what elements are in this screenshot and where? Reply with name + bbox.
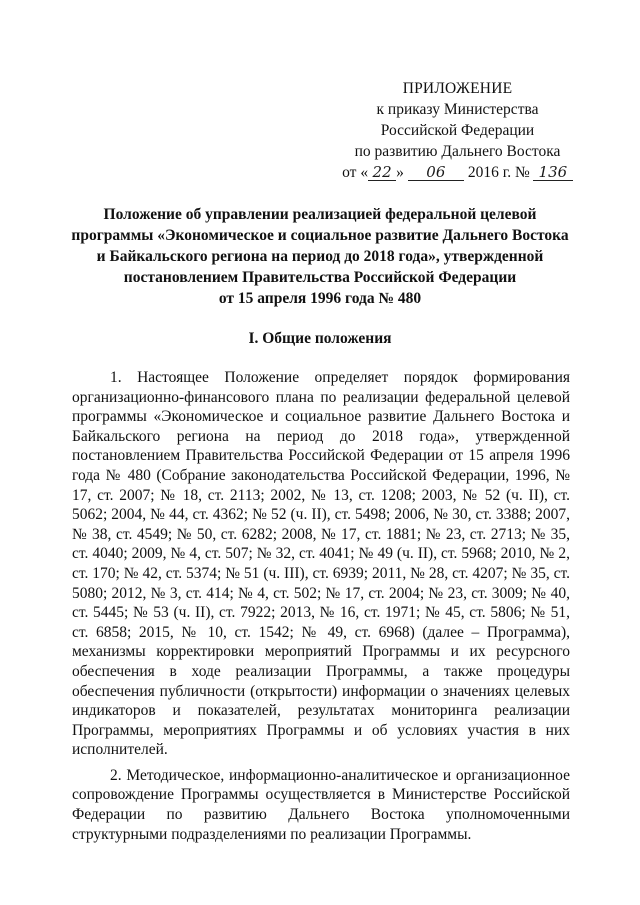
- appendix-header: [330, 78, 585, 183]
- handwritten-month: 06: [408, 165, 464, 181]
- document-title: [70, 204, 570, 309]
- date-year: 2016 г. №: [467, 164, 530, 181]
- title-line-5: от 15 апреля 1996 года № 480: [218, 290, 422, 307]
- order-date-line: [330, 162, 585, 183]
- appendix-title: ПРИЛОЖЕНИЕ: [402, 80, 513, 97]
- section-heading: I. Общие положения: [248, 330, 392, 347]
- handwritten-day: 22: [368, 165, 396, 181]
- date-quote-close: »: [396, 164, 404, 181]
- title-line-2: программы «Экономическое и социальное развитие Дальнего Востока: [71, 227, 569, 244]
- paragraph-2: 2. Методическое, информационно-аналитическое и организационное сопровождение Программы осуществляется в Министерстве Российской Федерации по развитию Дальнего Востока уполномоченными структурными подразделениями по реализации Программы.: [72, 766, 570, 843]
- appendix-line-1: к приказу Министерства: [376, 101, 539, 118]
- handwritten-order-number: 136: [533, 165, 573, 181]
- date-prefix: от «: [342, 164, 369, 181]
- title-line-4: постановлением Правительства Российской Федерации: [123, 269, 517, 286]
- title-line-1: Положение об управлении реализацией федеральной целевой: [103, 206, 537, 223]
- paragraph-1: 1. Настоящее Положение определяет порядок формирования организационно-финансового плана по реализации федеральной целевой программы «Экономическое и социальное развитие Дальнего Востока и Байкальского региона на период до 2018 года», утвержденной постановлением Правительства Российской Федерации от 15 апреля 1996 года № 480 (Собрание законодательства Российской Федерации, 1996, № 17, ст. 2007; № 18, ст. 2113; 2002, № 13, ст. 1208; 2003, № 52 (ч. II), ст. 5062; 2004, № 44, ст. 4362; № 52 (ч. II), ст. 5498; 2006, № 30, ст. 3388; 2007, № 38, ст. 4549; № 50, ст. 6282; 2008, № 17, ст. 1881; № 23, ст. 2713; № 35, ст. 4040; 2009, № 4, ст. 507; № 32, ст. 4041; № 49 (ч. II), ст. 5968; 2010, № 2, ст. 170; № 42, ст. 5374; № 51 (ч. III), ст. 6939; 2011, № 28, ст. 4207; № 35, ст. 5080; 2012, № 3, ст. 414; № 4, ст. 502; № 17, ст. 2004; № 23, ст. 3009; № 40, ст. 5445; № 53 (ч. II), ст. 7922; 2013, № 16, ст. 1971; № 45, ст. 5806; № 51, ст. 6858; 2015, № 10, ст. 1542; № 49, ст. 6968) (далее – Программа), механизмы корректировки мероприятий Программы и их ресурсного обеспечения в ходе реализации Программы, а также процедуры обеспечения публичности (открытости) информации о значениях целевых индикаторов и показателей, результатах мониторинга реализации Программы, мероприятиях Программы и об условиях участия в них исполнителей.: [72, 369, 570, 759]
- title-line-3: и Байкальского региона на период до 2018 года», утвержденной: [96, 248, 544, 265]
- appendix-line-3: по развитию Дальнего Востока: [354, 143, 561, 160]
- body-text: [72, 368, 570, 844]
- appendix-line-2: Российской Федерации: [380, 122, 535, 139]
